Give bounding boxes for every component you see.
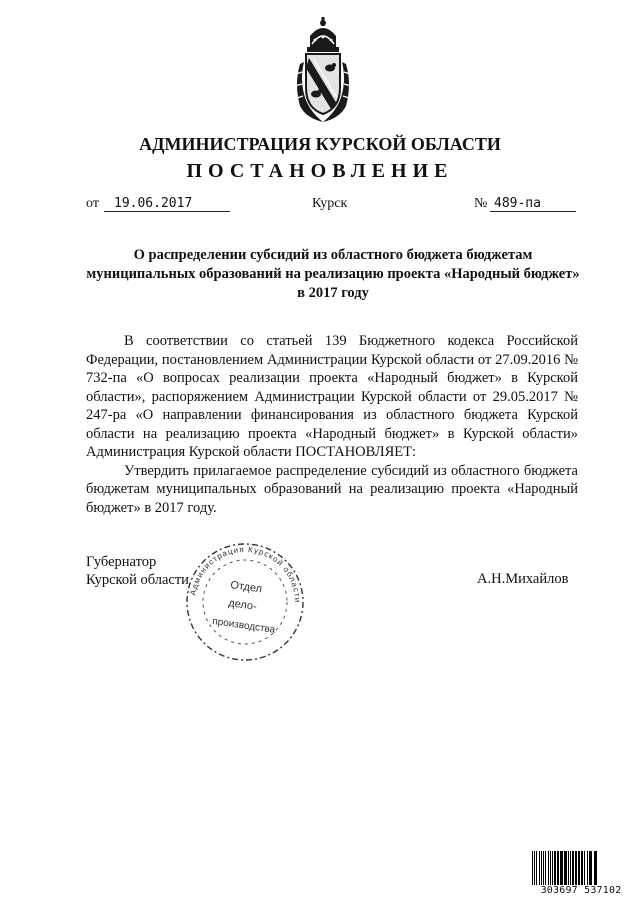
number-label: № xyxy=(474,196,488,211)
document-type: ПОСТАНОВЛЕНИЕ xyxy=(186,160,454,182)
date-prefix: от xyxy=(86,196,99,211)
barcode-bar xyxy=(584,851,585,887)
organization-name: АДМИНИСТРАЦИЯ КУРСКОЙ ОБЛАСТИ xyxy=(139,134,501,154)
coat-of-arms-emblem xyxy=(292,14,354,126)
svg-text:Администрация Курской области xyxy=(188,545,302,603)
coat-of-arms-icon xyxy=(292,14,354,126)
barcode-bar xyxy=(578,851,580,887)
document-barcode xyxy=(531,851,631,897)
body-paragraph: Утвердить прилагаемое распределение субсидий из областного бюджета бюджетам муниципальных образований на реализацию проекта «Народный бюджет» в 2017 году. xyxy=(86,462,578,516)
barcode-bar xyxy=(564,851,567,887)
stamp-line1: Отдел xyxy=(229,579,263,596)
document-title: О распределении субсидий из областного бюджета бюджетам муниципальных образований на реализацию проекта «Народный бюджет» в 2017 году xyxy=(86,247,580,301)
barcode-bar xyxy=(554,851,556,887)
document-number: 489-па xyxy=(490,196,576,212)
signer-name: А.Н.Михайлов xyxy=(477,571,569,587)
barcode-bar xyxy=(541,851,542,887)
barcode-bar xyxy=(552,851,553,887)
barcode-digits: 303697 537102 xyxy=(531,885,631,896)
signer-position-line1: Губернатор xyxy=(86,554,157,570)
stamp-line3: производства xyxy=(211,616,276,636)
signer-position-line2: Курской области xyxy=(86,572,189,588)
barcode-bar xyxy=(575,851,577,887)
barcode-bar xyxy=(545,851,546,887)
document-date: 19.06.2017 xyxy=(104,196,230,212)
barcode-bar xyxy=(560,851,563,887)
barcode-bar xyxy=(532,851,533,887)
barcode-bar xyxy=(534,851,535,887)
document-meta-line xyxy=(86,196,586,218)
barcode-bar xyxy=(548,851,549,887)
document-city: Курск xyxy=(312,196,348,211)
barcode-bar xyxy=(594,851,597,887)
barcode-bar xyxy=(570,851,571,887)
barcode-icon xyxy=(531,851,631,887)
barcode-bar xyxy=(543,851,544,887)
barcode-bar xyxy=(572,851,574,887)
stamp-ring-text: Администрация Курской области xyxy=(188,544,303,604)
document-body xyxy=(86,332,578,517)
barcode-bar xyxy=(581,851,583,887)
body-paragraph: В соответствии со статьей 139 Бюджетного кодекса Российской Федерации, постановлением Администрации Курской области от 27.09.2016 № 732-па «О вопросах реализации проекта «Народный бюджет» в Курской области», распоряжением Администрации Курской области от 29.05.2017 № 247-ра «О направлении финансирования из областного бюджета Курской области на реализацию проекта «Народный бюджет» в Курской области» Администрация Курской области ПОСТАНОВЛЯЕТ: xyxy=(86,333,578,460)
signer-position xyxy=(86,553,189,589)
barcode-bar xyxy=(589,851,592,887)
barcode-bar xyxy=(550,851,551,887)
barcode-bar xyxy=(587,851,588,887)
stamp-line2: дело- xyxy=(227,597,258,613)
barcode-bar xyxy=(557,851,559,887)
barcode-bar xyxy=(539,851,540,887)
round-stamp-icon xyxy=(182,540,308,664)
barcode-bar xyxy=(568,851,569,887)
barcode-bar xyxy=(536,851,537,887)
office-stamp xyxy=(182,540,308,664)
